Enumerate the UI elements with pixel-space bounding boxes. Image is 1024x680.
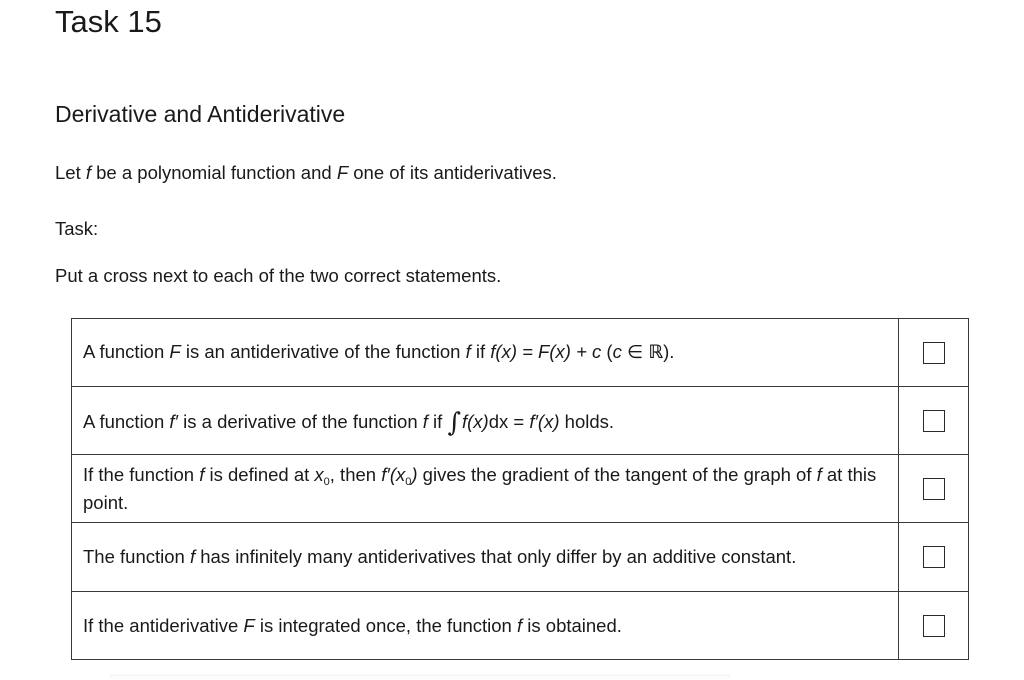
checkbox-cell xyxy=(899,592,969,660)
statement-row xyxy=(72,523,969,592)
statement-row xyxy=(72,592,969,660)
checkbox-cell xyxy=(899,387,969,455)
answer-checkbox[interactable] xyxy=(923,615,945,637)
integral-sign: ∫ xyxy=(447,407,461,438)
statement-text: A function f′ is a derivative of the function f if ∫f(x)dx = f′(x) holds. xyxy=(72,387,899,455)
statement-text: If the antiderivative F is integrated once, the function f is obtained. xyxy=(72,592,899,660)
instruction-text: Put a cross next to each of the two correct statements. xyxy=(55,265,502,286)
checkbox-cell xyxy=(899,523,969,592)
statement-text: A function F is an antiderivative of the function f if f(x) = F(x) + c (c ∈ ℝ). xyxy=(72,319,899,387)
statement-row xyxy=(72,455,969,523)
checkbox-cell xyxy=(899,455,969,523)
answer-checkbox[interactable] xyxy=(923,478,945,500)
task-title: Task 15 xyxy=(55,4,162,39)
answer-checkbox[interactable] xyxy=(923,546,945,568)
statements-table xyxy=(71,318,969,660)
page-shadow xyxy=(110,674,730,680)
task-label: Task: xyxy=(55,218,99,239)
intro-text: Let f be a polynomial function and F one of its antiderivatives. xyxy=(55,162,557,183)
statement-row xyxy=(72,319,969,387)
statement-row xyxy=(72,387,969,455)
statement-text: The function f has infinitely many antiderivatives that only differ by an additive constant. xyxy=(72,523,899,592)
answer-checkbox[interactable] xyxy=(923,410,945,432)
checkbox-cell xyxy=(899,319,969,387)
section-heading: Derivative and Antiderivative xyxy=(55,101,346,127)
answer-checkbox[interactable] xyxy=(923,342,945,364)
statement-text: If the function f is defined at $x_0$, then $f'(x_0)$ gives the gradient of the tangent of the graph of f at this point. xyxy=(72,455,899,523)
